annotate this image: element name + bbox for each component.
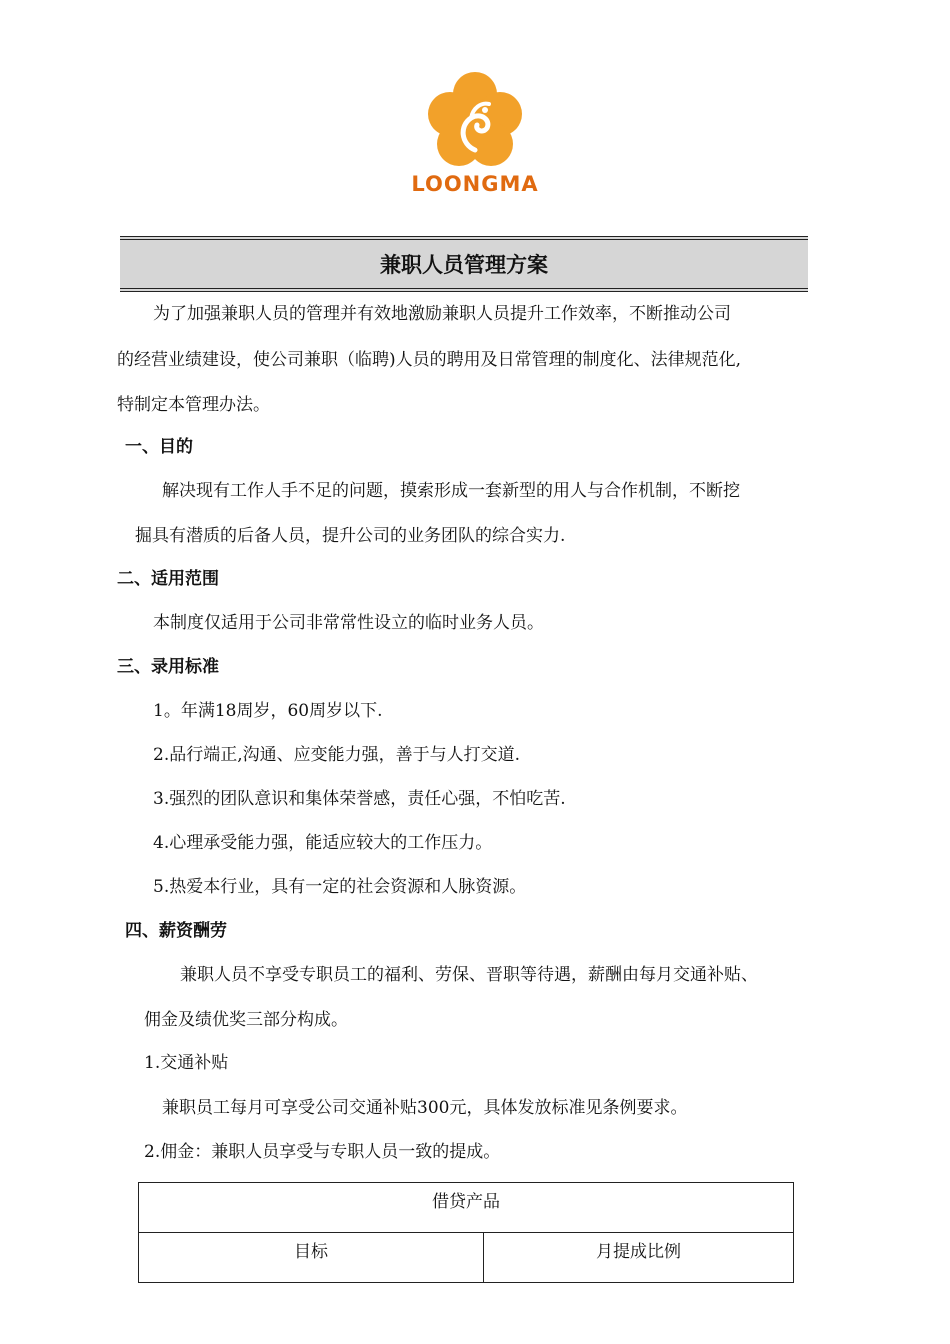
criteria-item-1: 1。年满18周岁，60周岁以下. [153,701,383,721]
section-4-heading: 四、薪资酬劳 [125,921,227,941]
criteria-item-5: 5.热爱本行业，具有一定的社会资源和人脉资源。 [153,877,527,897]
intro-line-3: 特制定本管理办法。 [117,395,270,415]
commission-title: 2.佣金：兼职人员享受与专职人员一致的提成。 [144,1142,501,1162]
section-1-line-2: 掘具有潜质的后备人员，提升公司的业务团队的综合实力. [135,526,566,546]
criteria-item-2: 2.品行端正,沟通、应变能力强，善于与人打交道. [153,745,521,765]
transport-subsidy-title: 1.交通补贴 [144,1053,229,1073]
criteria-item-4: 4.心理承受能力强，能适应较大的工作压力。 [153,833,493,853]
flower-logo-icon [425,70,525,170]
table-column-target: 目标 [139,1233,484,1283]
section-1-heading: 一、目的 [125,437,193,457]
logo-wordmark: LOONGMA [411,172,539,196]
commission-table [138,1182,794,1283]
transport-subsidy-text: 兼职员工每月可享受公司交通补贴300元，具体发放标准见条例要求。 [162,1098,688,1118]
section-2-heading: 二、适用范围 [117,569,219,589]
section-4-line-1: 兼职人员不享受专职员工的福利、劳保、晋职等待遇，薪酬由每月交通补贴、 [180,965,758,985]
table-header-cell: 借贷产品 [139,1183,794,1233]
intro-line-2: 的经营业绩建设，使公司兼职（临聘)人员的聘用及日常管理的制度化、法律规范化, [117,350,742,370]
section-2-line-1: 本制度仅适用于公司非常常性设立的临时业务人员。 [153,613,544,633]
table-row [139,1233,794,1283]
company-logo [400,70,550,200]
document-title-band [120,236,808,292]
document-title: 兼职人员管理方案 [380,253,548,277]
section-4-line-2: 佣金及绩优奖三部分构成。 [144,1010,348,1030]
section-1-line-1: 解决现有工作人手不足的问题，摸索形成一套新型的用人与合作机制，不断挖 [162,481,740,501]
table-row [139,1183,794,1233]
section-3-heading: 三、录用标准 [117,657,219,677]
intro-line-1: 为了加强兼职人员的管理并有效地激励兼职人员提升工作效率，不断推动公司 [153,304,731,324]
table-column-monthly-rate: 月提成比例 [484,1233,794,1283]
criteria-item-3: 3.强烈的团队意识和集体荣誉感，责任心强，不怕吃苦. [153,789,566,809]
